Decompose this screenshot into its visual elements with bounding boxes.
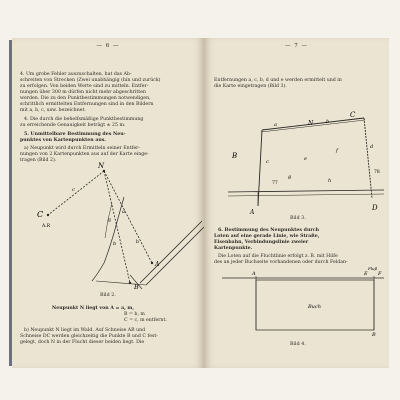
figure-label: Fluß: [368, 266, 378, 271]
point-label-a: A: [250, 209, 255, 216]
text-line: die Karte eingetragen (Bild 3).: [214, 84, 287, 89]
figure-4-diagram: [204, 266, 389, 346]
point-label-d: D: [372, 204, 378, 212]
section-heading: punktes von Kartenpunkten aus.: [20, 138, 107, 143]
point-label-b: B: [232, 152, 238, 160]
section-heading: 5. Unmittelbare Bestimmung des Neu-: [24, 132, 126, 137]
point-label-e: E: [364, 271, 368, 277]
text-line: 4. Um grobe Fehler auszuschalten, hat das Ab-: [20, 72, 132, 77]
text-line: nungen über 300 m dürfen nicht mehr abgeschritten: [20, 90, 146, 95]
text-line: Die Loten auf die Fluchtlinie erfolgt z. B. mit Hilfe: [218, 254, 338, 259]
text-line: B = b, m: [124, 312, 145, 317]
text-line: mit a, b, c, usw. bezeichnet.: [20, 108, 86, 113]
segment-label: d: [370, 144, 374, 150]
figure-2-diagram: [12, 163, 204, 293]
point-label-a: A: [155, 261, 160, 268]
text-line: gelegt, doch N in der Flucht dieser beiden liegt. Die: [20, 340, 145, 345]
text-line: Schneise DC werden gleichzeitig die Punkte B und C fest-: [20, 334, 158, 339]
point-label-a: A: [252, 271, 256, 277]
text-line: des an jeder Buchseite vorhandenen oder durch Feldan-: [214, 260, 348, 265]
point-label-b: B: [134, 283, 139, 291]
text-line: tragen (Bild 2).: [20, 158, 57, 163]
page-number: — 6 —: [96, 43, 120, 49]
segment-label: f: [336, 148, 338, 154]
segment-label: h: [328, 178, 332, 184]
segment-label: g: [288, 174, 292, 180]
text-line: Neupunkt N liegt von A = a, m,: [52, 306, 134, 311]
point-label-n: N: [308, 120, 314, 127]
segment-label: c: [72, 187, 75, 193]
number-label: 78: [374, 170, 380, 175]
point-label-c: C: [350, 111, 356, 119]
text-line: b) Neupunkt N liegt im Wald. Auf Schneise AB und: [24, 328, 146, 333]
section-heading: 6. Bestimmung des Neupunktes durch: [218, 228, 320, 233]
text-line: Entfernungen a, c, b, d und e werden ermittelt und in: [214, 78, 342, 83]
figure-caption: Bild 3.: [290, 216, 306, 221]
segment-label: b: [136, 240, 139, 245]
point-label-b: B: [372, 332, 376, 338]
text-line: schrittlich ermittelten Entfernungen sind in den Bildern: [20, 102, 154, 107]
page-number: — 7 —: [285, 43, 308, 49]
figure-label: Buch: [308, 304, 321, 310]
text-line: nungen von 2 Kartenpunkten aus auf der Karte einge-: [20, 152, 149, 157]
text-line: zu erfolgen. Von beiden Werte sind zu mitteln. Entfer-: [20, 84, 149, 89]
text-line: a) Neupunkt wird durch Ermitteln seiner Entfer-: [24, 146, 140, 151]
figure-3-diagram: [204, 88, 389, 216]
figure-caption: Bild 2.: [100, 293, 116, 298]
segment-label: c: [266, 159, 269, 165]
text-line: werden. Die zu den Punktbestimmungen notwendigen,: [20, 96, 151, 101]
point-label-ar: A.R: [42, 224, 51, 229]
text-line: zu erreichende Genauigkeit beträgt ± 25 m.: [20, 123, 126, 128]
point-label-f: F: [378, 271, 382, 277]
segment-label: a: [274, 122, 277, 128]
section-heading: Kartenpunkte.: [214, 246, 253, 251]
point-label-n: N: [98, 162, 105, 170]
section-heading: Eisenbahn, Verbindungslinie zweier: [214, 240, 309, 245]
figure-caption: Bild 4.: [290, 342, 306, 347]
segment-label: b: [326, 119, 330, 125]
segment-label: b: [113, 241, 117, 247]
section-heading: Loten auf eine gerade Linie, wie Straße,: [214, 234, 320, 239]
text-line: schreiten von Strecken (Zwei unabhängig (hin und zurück): [20, 78, 161, 83]
text-line: 4. Die durch die behelfsmäßige Punktbestimmung: [24, 117, 144, 122]
point-label-c: C: [37, 210, 44, 219]
segment-label: e: [304, 156, 307, 162]
right-page: [204, 38, 389, 368]
segment-label: a: [122, 209, 125, 215]
text-line: C = c, m entfernt.: [124, 318, 167, 323]
segment-label: g: [108, 218, 111, 223]
number-label: 77: [272, 181, 278, 186]
left-page: [12, 38, 204, 368]
